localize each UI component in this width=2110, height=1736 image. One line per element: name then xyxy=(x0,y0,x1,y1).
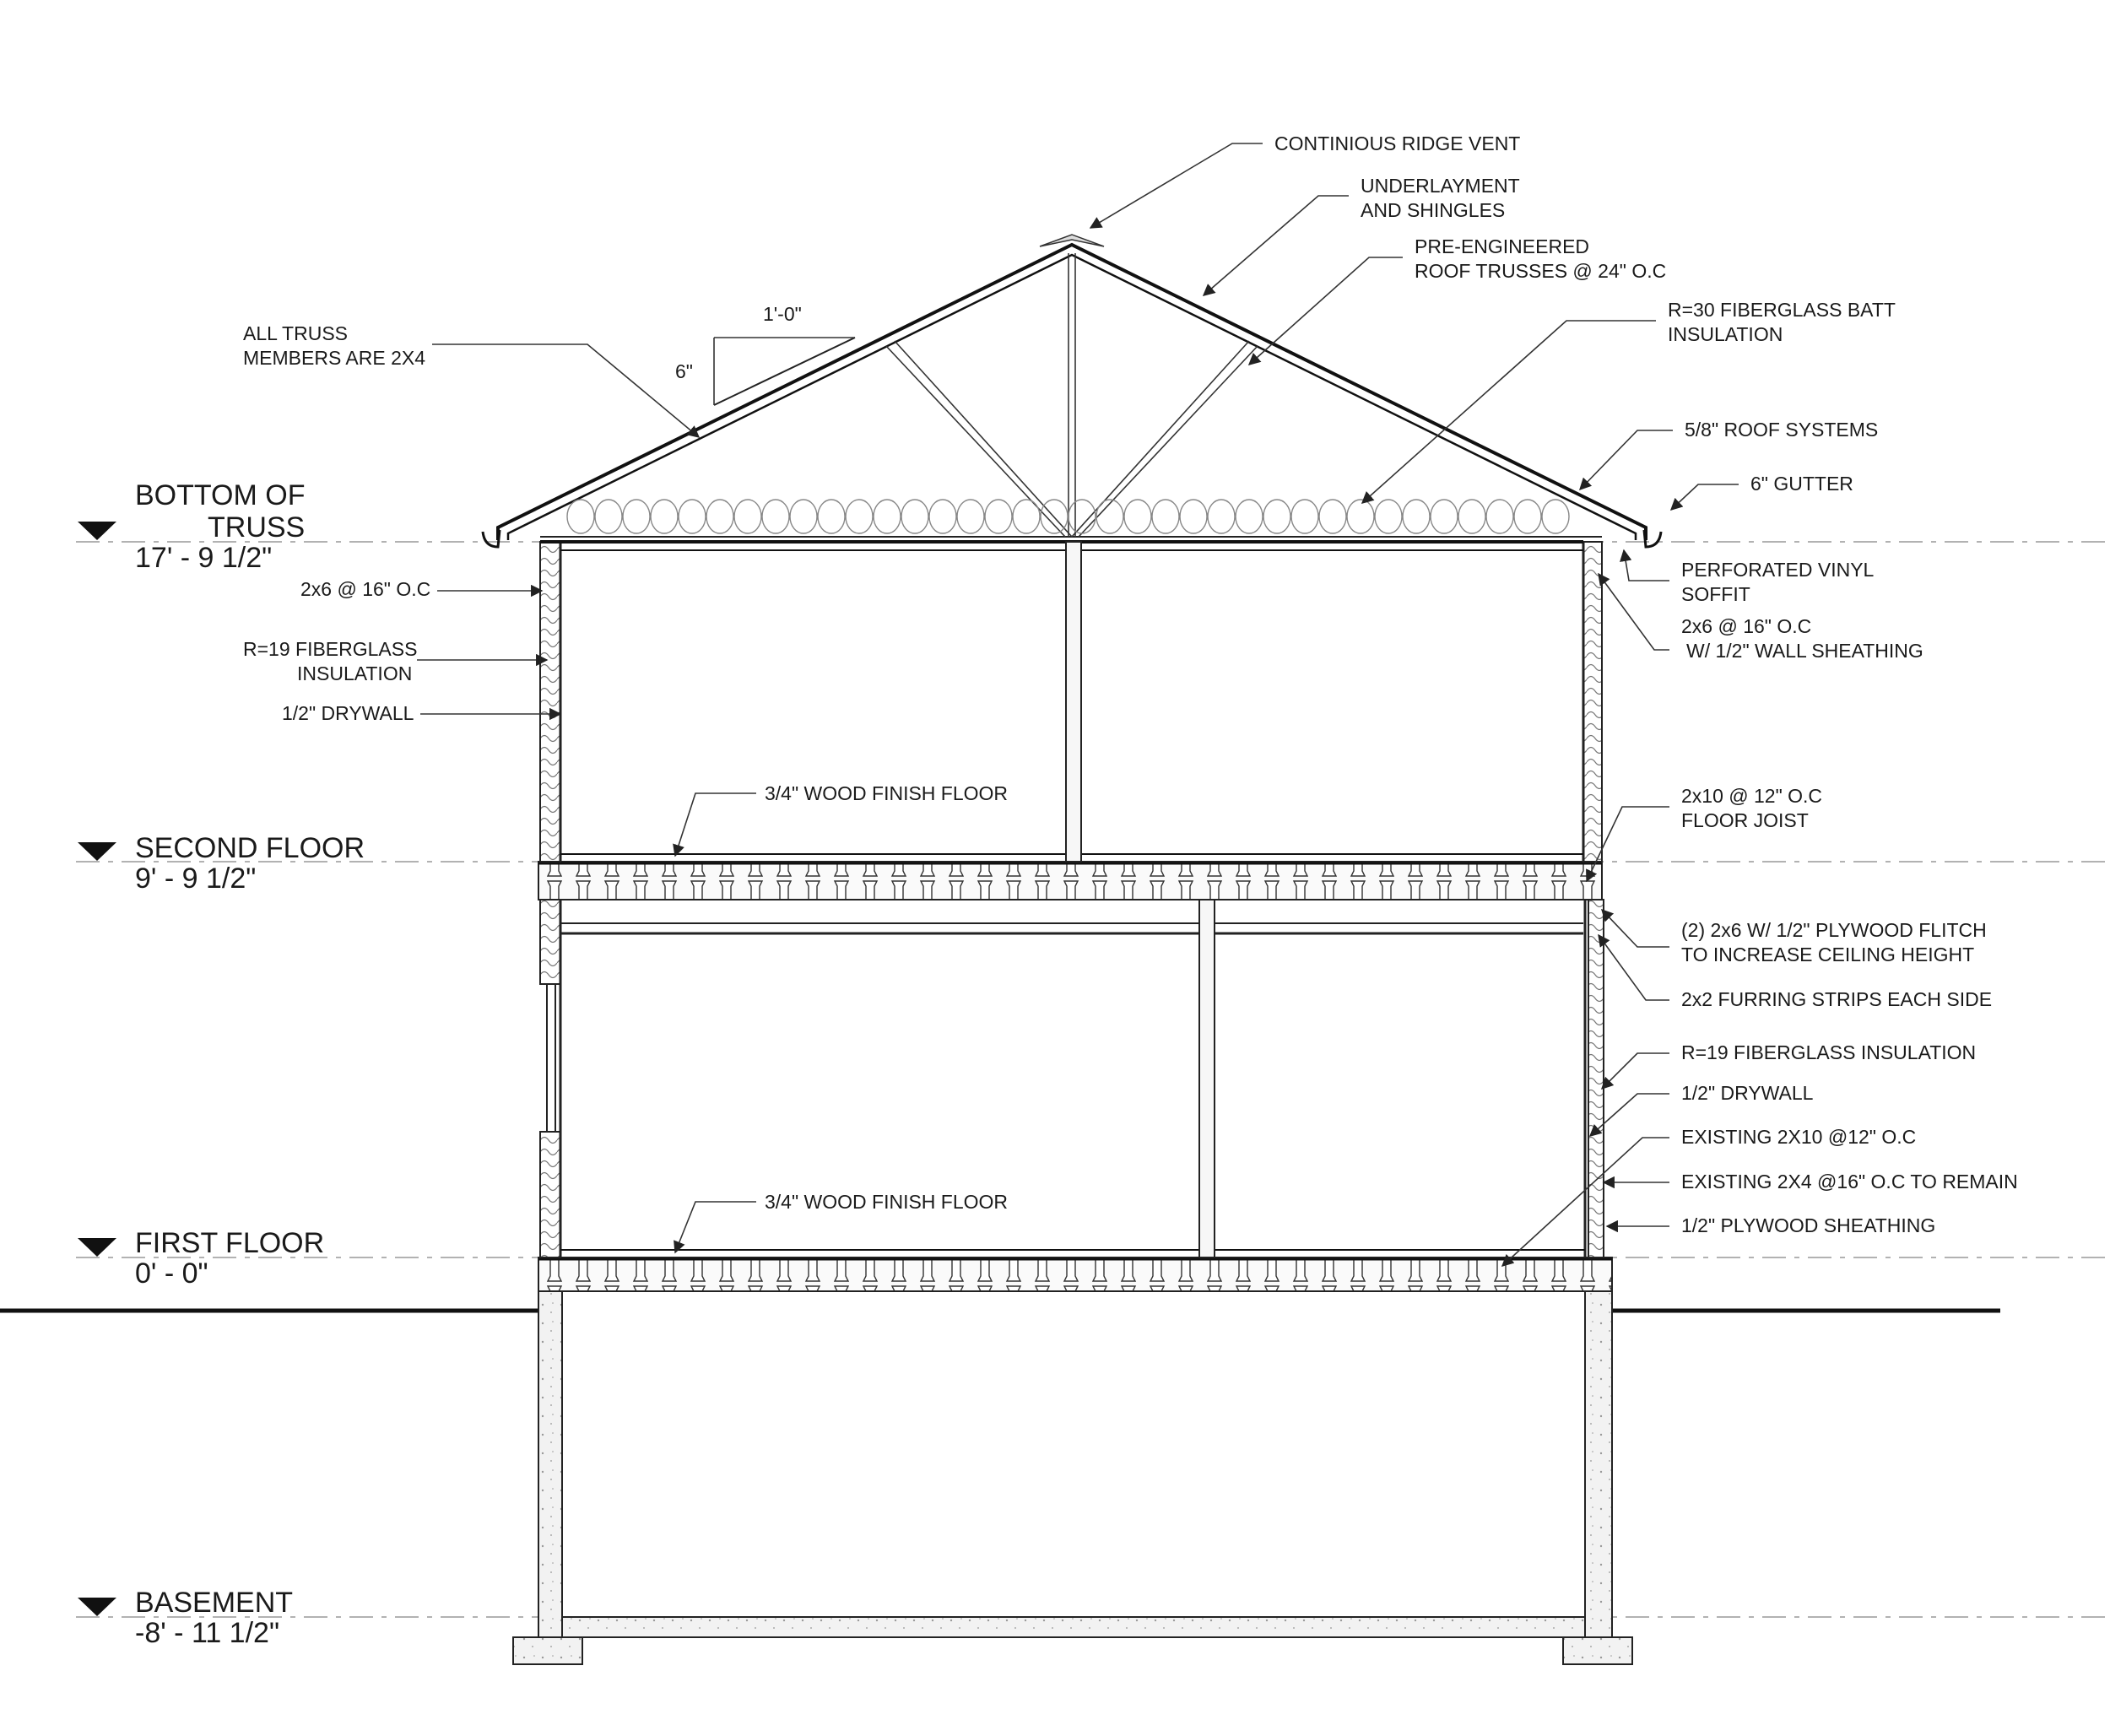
batt-roll xyxy=(567,500,594,533)
note-existing-2x10: EXISTING 2X10 @12" O.C xyxy=(1681,1126,1917,1148)
level-basement xyxy=(78,1587,293,1649)
level-bottom-of-truss xyxy=(78,479,305,574)
batt-roll xyxy=(1319,500,1346,533)
note-trusses-line1: PRE-ENGINEERED xyxy=(1415,235,1590,257)
note-floor1-finish: 3/4" WOOD FINISH FLOOR xyxy=(765,1191,1009,1213)
level-elevation: 17' - 9 1/2" xyxy=(135,542,273,574)
floor-joists xyxy=(538,862,1612,1291)
note-existing-2x4: EXISTING 2X4 @16" O.C TO REMAIN xyxy=(1681,1171,2018,1192)
batt-roll xyxy=(1291,500,1318,533)
batt-roll xyxy=(1263,500,1290,533)
note-floor2-finish: 3/4" WOOD FINISH FLOOR xyxy=(765,782,1009,804)
batt-roll xyxy=(818,500,845,533)
batt-roll xyxy=(1236,500,1263,533)
note-plywood: 1/2" PLYWOOD SHEATHING xyxy=(1681,1214,1936,1236)
batt-roll xyxy=(874,500,901,533)
level-name: BASEMENT xyxy=(135,1587,294,1619)
batt-roll xyxy=(1124,500,1151,533)
batt-roll xyxy=(1375,500,1402,533)
notes-right xyxy=(1090,132,2018,1266)
batt-roll xyxy=(1208,500,1235,533)
batt-roll xyxy=(595,500,622,533)
batt-roll xyxy=(957,500,984,533)
batt-roll xyxy=(1347,500,1374,533)
batt-roll xyxy=(623,500,650,533)
batt-roll xyxy=(1486,500,1513,533)
note-furring: 2x2 FURRING STRIPS EACH SIDE xyxy=(1681,988,1993,1010)
batt-roll xyxy=(1152,500,1179,533)
level-triangle-icon xyxy=(78,1598,116,1616)
notes-left xyxy=(243,322,699,724)
batt-roll xyxy=(651,500,678,533)
level-name: FIRST FLOOR xyxy=(135,1227,325,1259)
note-flitch-line2: TO INCREASE CEILING HEIGHT xyxy=(1681,944,1975,965)
level-name: SECOND FLOOR xyxy=(135,832,365,864)
note-drywall: 1/2" DRYWALL xyxy=(1681,1082,1814,1104)
note-roof-systems: 5/8" ROOF SYSTEMS xyxy=(1685,419,1879,441)
note-flitch-line1: (2) 2x6 W/ 1/2" PLYWOOD FLITCH xyxy=(1681,919,1987,941)
note-joist-line2: FLOOR JOIST xyxy=(1681,809,1809,831)
note-soffit-line1: PERFORATED VINYL xyxy=(1681,559,1875,581)
batt-roll xyxy=(901,500,928,533)
note-r19-line1: R=19 FIBERGLASS xyxy=(243,638,418,660)
level-elevation: -8' - 11 1/2" xyxy=(135,1617,280,1649)
batt-roll xyxy=(734,500,761,533)
note-stud-2x6: 2x6 @ 16" O.C xyxy=(300,578,431,600)
note-soffit-line2: SOFFIT xyxy=(1681,583,1750,605)
note-r30-line2: INSULATION xyxy=(1668,323,1783,345)
note-wall-2x6-line1: 2x6 @ 16" O.C xyxy=(1681,615,1812,637)
note-truss-members-line1: ALL TRUSS xyxy=(243,322,348,344)
notes-center xyxy=(675,782,1008,1252)
batt-roll xyxy=(1514,500,1541,533)
batt-roll xyxy=(706,500,733,533)
batt-roll xyxy=(1180,500,1207,533)
slope-run: 1'-0" xyxy=(763,303,802,325)
level-triangle-icon xyxy=(78,842,116,861)
level-name: TRUSS xyxy=(208,511,306,544)
note-r19: R=19 FIBERGLASS INSULATION xyxy=(1681,1041,1977,1063)
note-trusses-line2: ROOF TRUSSES @ 24" O.C xyxy=(1415,260,1667,282)
batt-roll xyxy=(985,500,1012,533)
note-joist-line1: 2x10 @ 12" O.C xyxy=(1681,785,1823,807)
note-wall-2x6-line2: W/ 1/2" WALL SHEATHING xyxy=(1686,640,1923,662)
note-truss-members-line2: MEMBERS ARE 2X4 xyxy=(243,347,426,369)
batt-roll xyxy=(1431,500,1458,533)
level-name: BOTTOM OF xyxy=(135,479,306,511)
batt-roll xyxy=(1403,500,1430,533)
level-elevation: 0' - 0" xyxy=(135,1257,208,1290)
batt-roll xyxy=(1013,500,1040,533)
batt-roll xyxy=(1458,500,1485,533)
note-r19-line2: INSULATION xyxy=(297,662,413,684)
batt-roll xyxy=(1542,500,1569,533)
level-triangle-icon xyxy=(78,1238,116,1257)
batt-roll xyxy=(679,500,706,533)
note-gutter: 6" GUTTER xyxy=(1750,473,1853,495)
level-first-floor xyxy=(78,1227,324,1290)
note-ridge-vent: CONTINIOUS RIDGE VENT xyxy=(1274,132,1521,154)
roof-slope-indicator xyxy=(675,303,855,405)
batt-roll xyxy=(1069,500,1096,533)
note-drywall: 1/2" DRYWALL xyxy=(282,702,414,724)
batt-roll xyxy=(790,500,817,533)
foundation xyxy=(513,1291,1632,1664)
note-r30-line1: R=30 FIBERGLASS BATT xyxy=(1668,299,1896,321)
batt-roll xyxy=(846,500,873,533)
level-triangle-icon xyxy=(78,522,116,540)
note-underlayment-line1: UNDERLAYMENT xyxy=(1361,175,1520,197)
level-second-floor xyxy=(78,832,365,895)
batt-roll xyxy=(1096,500,1123,533)
batt-roll xyxy=(929,500,956,533)
slope-rise: 6" xyxy=(675,360,693,382)
level-elevation: 9' - 9 1/2" xyxy=(135,863,257,895)
note-underlayment-line2: AND SHINGLES xyxy=(1361,199,1506,221)
batt-roll xyxy=(762,500,789,533)
